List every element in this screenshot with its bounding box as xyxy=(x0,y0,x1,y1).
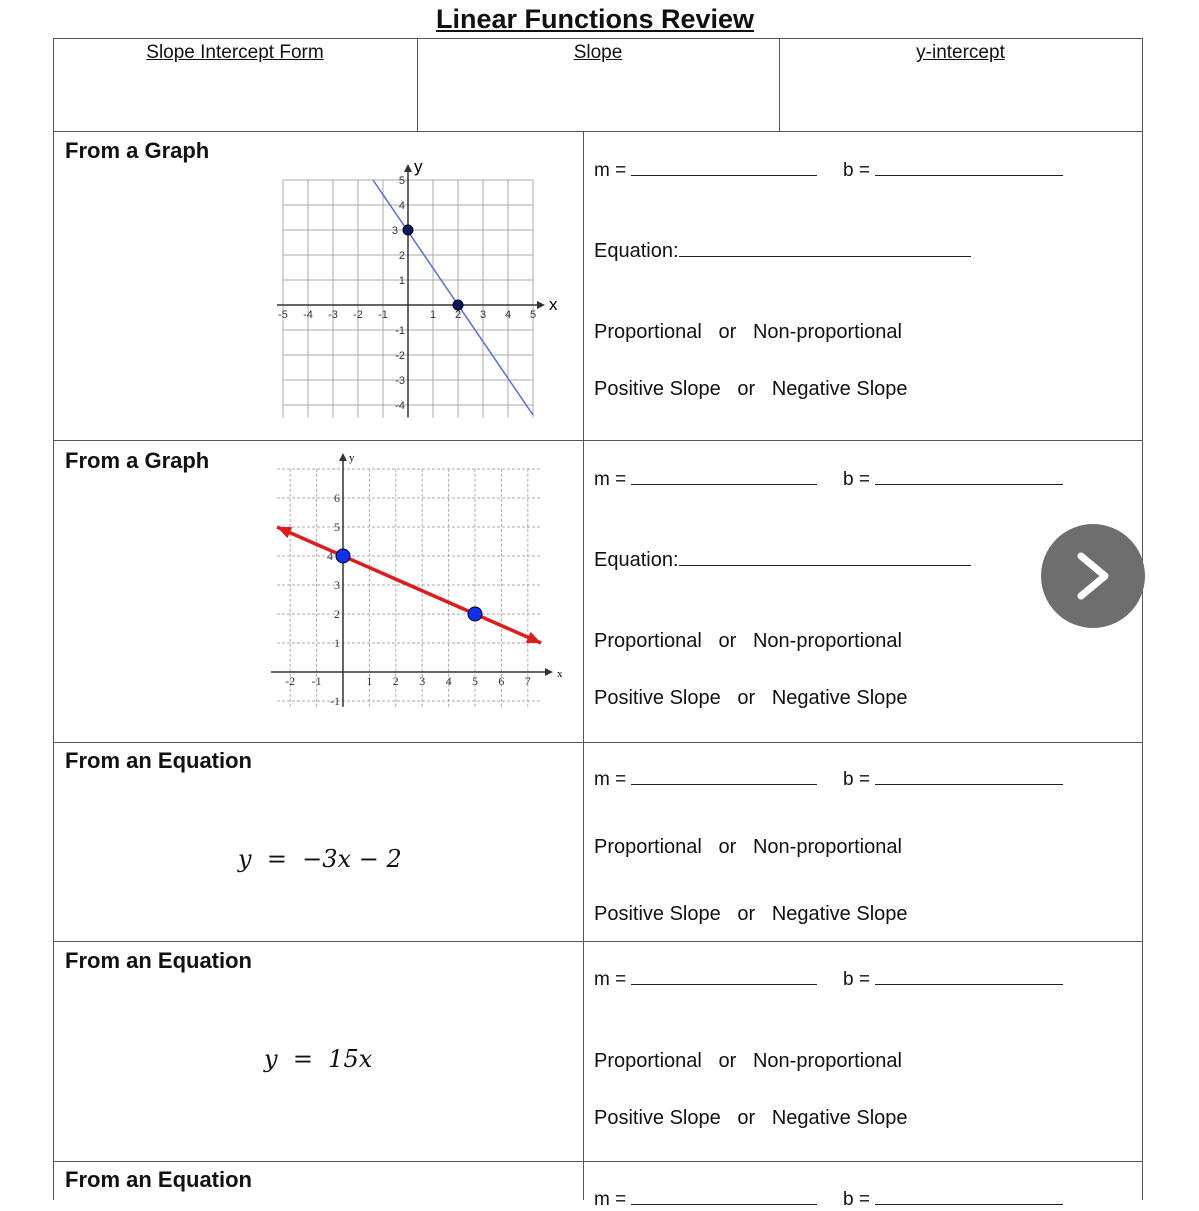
y-tick-label: 6 xyxy=(334,491,340,505)
x-axis-label: x xyxy=(557,668,563,680)
b-blank[interactable] xyxy=(875,783,1063,785)
slope-answer[interactable] xyxy=(594,160,817,182)
row-label: From a Graph xyxy=(65,448,210,473)
m-label: m = xyxy=(594,969,627,990)
b-blank[interactable] xyxy=(875,983,1063,985)
intercept-answer[interactable] xyxy=(843,160,1063,182)
x-tick-label: 5 xyxy=(472,674,478,688)
table-border xyxy=(1142,38,1143,1200)
b-label: b = xyxy=(843,160,870,181)
y-tick-label: -1 xyxy=(330,694,340,708)
m-blank[interactable] xyxy=(631,483,817,485)
intercept-answer[interactable] xyxy=(843,1189,1063,1211)
x-tick-label: 2 xyxy=(392,674,399,688)
x-tick-label: -4 xyxy=(303,309,313,321)
y-tick-label: 3 xyxy=(391,225,398,237)
m-label: m = xyxy=(594,469,627,490)
slope-answer[interactable] xyxy=(594,969,817,991)
x-tick-label: -1 xyxy=(378,309,388,321)
proportional-choice[interactable]: Proportional or Non-proportional xyxy=(594,630,902,652)
equation-answer[interactable] xyxy=(594,240,971,263)
graph-point xyxy=(403,225,413,235)
x-tick-label: 4 xyxy=(445,674,452,688)
intercept-answer[interactable] xyxy=(843,969,1063,991)
x-tick-label: -3 xyxy=(328,309,338,321)
y-tick-label: 3 xyxy=(334,578,340,592)
equation-text: y = 15x xyxy=(264,1045,373,1073)
x-axis-arrow xyxy=(545,668,553,676)
y-tick-label: 5 xyxy=(334,520,340,534)
row-label: From a Graph xyxy=(65,138,210,163)
proportional-choice[interactable]: Proportional or Non-proportional xyxy=(594,321,902,343)
slope-sign-choice[interactable]: Positive Slope or Negative Slope xyxy=(594,1107,908,1129)
x-tick-label: 3 xyxy=(419,674,426,688)
page-title: Linear Functions Review xyxy=(435,4,755,34)
equation-answer[interactable] xyxy=(594,549,971,572)
x-tick-label: 1 xyxy=(366,674,373,688)
x-tick-label: 4 xyxy=(504,309,512,321)
m-blank[interactable] xyxy=(631,983,817,985)
slope-sign-choice[interactable]: Positive Slope or Negative Slope xyxy=(594,687,908,709)
table-border xyxy=(53,1161,1143,1162)
table-border xyxy=(53,38,1143,39)
x-tick-label: 5 xyxy=(529,309,537,321)
proportional-choice[interactable]: Proportional or Non-proportional xyxy=(594,1050,902,1072)
proportional-choice[interactable]: Proportional or Non-proportional xyxy=(594,836,902,858)
header-y-intercept: y-intercept xyxy=(916,42,1005,63)
equation-blank[interactable] xyxy=(679,564,971,566)
y-tick-label: 4 xyxy=(327,549,333,563)
table-border xyxy=(53,941,1143,942)
next-page-button[interactable] xyxy=(1041,524,1145,628)
equation-blank[interactable] xyxy=(679,255,971,257)
x-tick-label: 1 xyxy=(429,309,437,321)
chevron-right-icon xyxy=(1071,550,1115,602)
y-tick-label: 1 xyxy=(334,636,340,650)
b-label: b = xyxy=(843,469,870,490)
m-blank[interactable] xyxy=(631,783,817,785)
intercept-answer[interactable] xyxy=(843,769,1063,791)
x-tick-label: -5 xyxy=(278,309,288,321)
m-label: m = xyxy=(594,769,627,790)
x-tick-label: 3 xyxy=(479,309,487,321)
graph-point xyxy=(468,607,482,621)
y-tick-label: -2 xyxy=(395,350,405,362)
table-border xyxy=(53,131,1143,132)
y-tick-label: 2 xyxy=(398,250,405,262)
graph-2 xyxy=(260,452,563,720)
x-tick-label: 2 xyxy=(454,309,462,321)
table-border xyxy=(53,38,54,1200)
m-label: m = xyxy=(594,1189,627,1210)
y-tick-label: -3 xyxy=(395,375,405,387)
b-label: b = xyxy=(843,1189,870,1210)
b-blank[interactable] xyxy=(875,1203,1063,1205)
b-blank[interactable] xyxy=(875,483,1063,485)
table-border xyxy=(53,440,1143,441)
y-axis-arrow xyxy=(404,164,412,172)
equation-text: y = −3x − 2 xyxy=(238,845,402,873)
y-axis-arrow xyxy=(339,453,347,461)
x-tick-label: -2 xyxy=(285,674,296,688)
table-border xyxy=(53,742,1143,743)
m-blank[interactable] xyxy=(631,174,817,176)
y-axis-label: y xyxy=(414,157,423,176)
header-slope-intercept-form: Slope Intercept Form xyxy=(146,42,324,63)
table-border xyxy=(583,131,584,1200)
y-tick-label: 5 xyxy=(398,175,405,187)
slope-answer[interactable] xyxy=(594,1189,817,1211)
b-label: b = xyxy=(843,769,870,790)
m-label: m = xyxy=(594,160,627,181)
slope-sign-choice[interactable]: Positive Slope or Negative Slope xyxy=(594,903,908,925)
y-axis-label: y xyxy=(349,452,355,464)
b-label: b = xyxy=(843,969,870,990)
x-axis-label: x xyxy=(549,295,558,314)
row-label: From an Equation xyxy=(65,948,252,973)
b-blank[interactable] xyxy=(875,174,1063,176)
equation-label: Equation: xyxy=(594,240,679,262)
slope-answer[interactable] xyxy=(594,769,817,791)
x-tick-label: -1 xyxy=(311,674,322,688)
header-slope: Slope xyxy=(573,42,623,63)
y-tick-label: 4 xyxy=(398,200,405,212)
intercept-answer[interactable] xyxy=(843,469,1063,491)
row-label: From an Equation xyxy=(65,1167,252,1192)
slope-sign-choice[interactable]: Positive Slope or Negative Slope xyxy=(594,378,908,400)
equation-label: Equation: xyxy=(594,549,679,571)
y-tick-label: -1 xyxy=(395,325,405,337)
slope-answer[interactable] xyxy=(594,469,817,491)
y-tick-label: -4 xyxy=(395,400,405,412)
row-label: From an Equation xyxy=(65,748,252,773)
y-tick-label: 2 xyxy=(334,607,340,621)
graph-point xyxy=(336,549,350,563)
x-axis-arrow xyxy=(537,301,545,309)
x-tick-label: -2 xyxy=(353,309,363,321)
m-blank[interactable] xyxy=(631,1203,817,1205)
x-tick-label: 7 xyxy=(524,674,531,688)
x-tick-label: 6 xyxy=(498,674,505,688)
y-tick-label: 1 xyxy=(398,275,405,287)
graph-1 xyxy=(260,150,580,430)
